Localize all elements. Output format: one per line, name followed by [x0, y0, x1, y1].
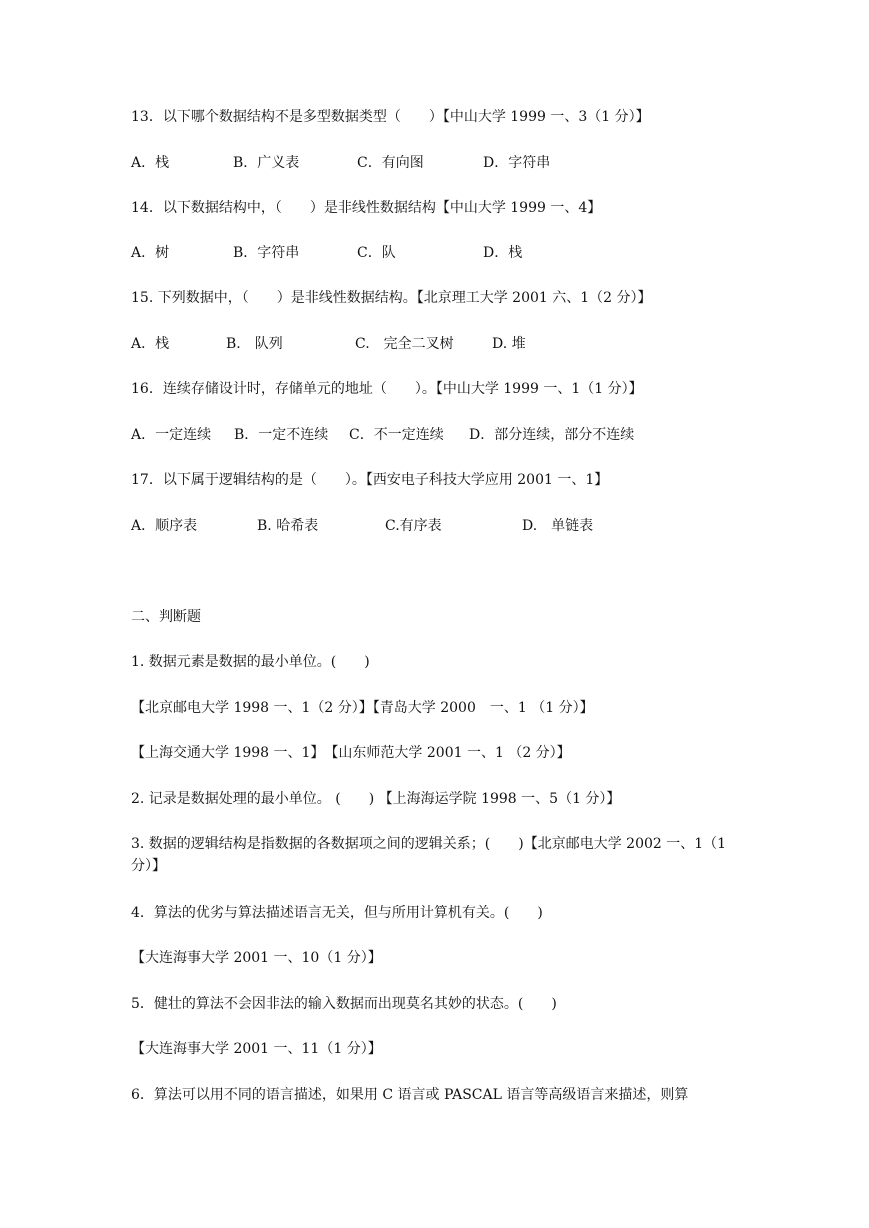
question-14-stem: 14．以下数据结构中，（ ）是非线性数据结构【中山大学 1999 一、4】	[131, 200, 602, 216]
option-b: B．一定不连续	[234, 427, 329, 443]
judge-1-source-1: 【北京邮电大学 1998 一、1（2 分）】【青岛大学 2000 一、1 （1 分）】	[131, 700, 594, 716]
option-b: B. 队列	[226, 336, 283, 352]
question-13-options	[131, 152, 739, 174]
option-c: C．队	[357, 245, 396, 261]
judge-5-stem: 5．健壮的算法不会因非法的输入数据而出现莫名其妙的状态。( )	[131, 996, 557, 1012]
section-title: 二、判断题	[131, 609, 201, 625]
judge-1-stem: 1. 数据元素是数据的最小单位。( )	[131, 654, 370, 670]
option-c: C．有向图	[357, 155, 424, 171]
option-a: A．栈	[131, 155, 170, 171]
question-15-stem: 15. 下列数据中，（ ）是非线性数据结构。【北京理工大学 2001 六、1（2 分）】	[131, 290, 652, 306]
judge-4-source: 【大连海事大学 2001 一、10（1 分）】	[131, 950, 382, 966]
question-13-stem: 13．以下哪个数据结构不是多型数据类型（ ）【中山大学 1999 一、3（1 分）】	[131, 109, 650, 125]
option-d: D．字符串	[483, 155, 551, 171]
question-16-options	[131, 424, 739, 446]
judge-4-stem: 4．算法的优劣与算法描述语言无关，但与所用计算机有关。( )	[131, 905, 543, 921]
option-a: A．栈	[131, 336, 170, 352]
judge-6: 6．算法可以用不同的语言描述，如果用 C 语言或 PASCAL 语言等高级语言来描述，则算	[131, 1087, 689, 1103]
question-17-stem: 17．以下属于逻辑结构的是（ ）。【西安电子科技大学应用 2001 一、1】	[131, 472, 609, 488]
option-d: D. 堆	[492, 336, 526, 352]
option-a: A．一定连续	[131, 427, 212, 443]
option-b: B．广义表	[233, 155, 300, 171]
option-b: B. 哈希表	[257, 518, 319, 534]
option-a: A．顺序表	[131, 518, 198, 534]
judge-1-source-2: 【上海交通大学 1998 一、1】 【山东师范大学 2001 一、1 （2 分）】	[131, 745, 571, 761]
option-d: D. 单链表	[522, 518, 594, 534]
option-d: D．栈	[483, 245, 523, 261]
question-16-stem: 16．连续存储设计时，存储单元的地址（ ）。【中山大学 1999 一、1（1 分）】	[131, 381, 643, 397]
question-17-options	[131, 515, 739, 537]
question-15-options	[131, 333, 739, 355]
judge-5-source: 【大连海事大学 2001 一、11（1 分）】	[131, 1041, 382, 1057]
option-c: C.有序表	[385, 518, 442, 534]
option-c: C．不一定连续	[349, 427, 444, 443]
question-14-options	[131, 242, 739, 264]
judge-3: 3. 数据的逻辑结构是指数据的各数据项之间的逻辑关系；( )【北京邮电大学 2002 一、1（1 分）】	[131, 836, 727, 874]
option-a: A．树	[131, 245, 170, 261]
judge-2: 2. 记录是数据处理的最小单位。 ( ) 【上海海运学院 1998 一、5（1 分）】	[131, 791, 621, 807]
option-c: C. 完全二叉树	[355, 336, 454, 352]
option-d: D．部分连续，部分不连续	[469, 427, 635, 443]
option-b: B．字符串	[233, 245, 300, 261]
